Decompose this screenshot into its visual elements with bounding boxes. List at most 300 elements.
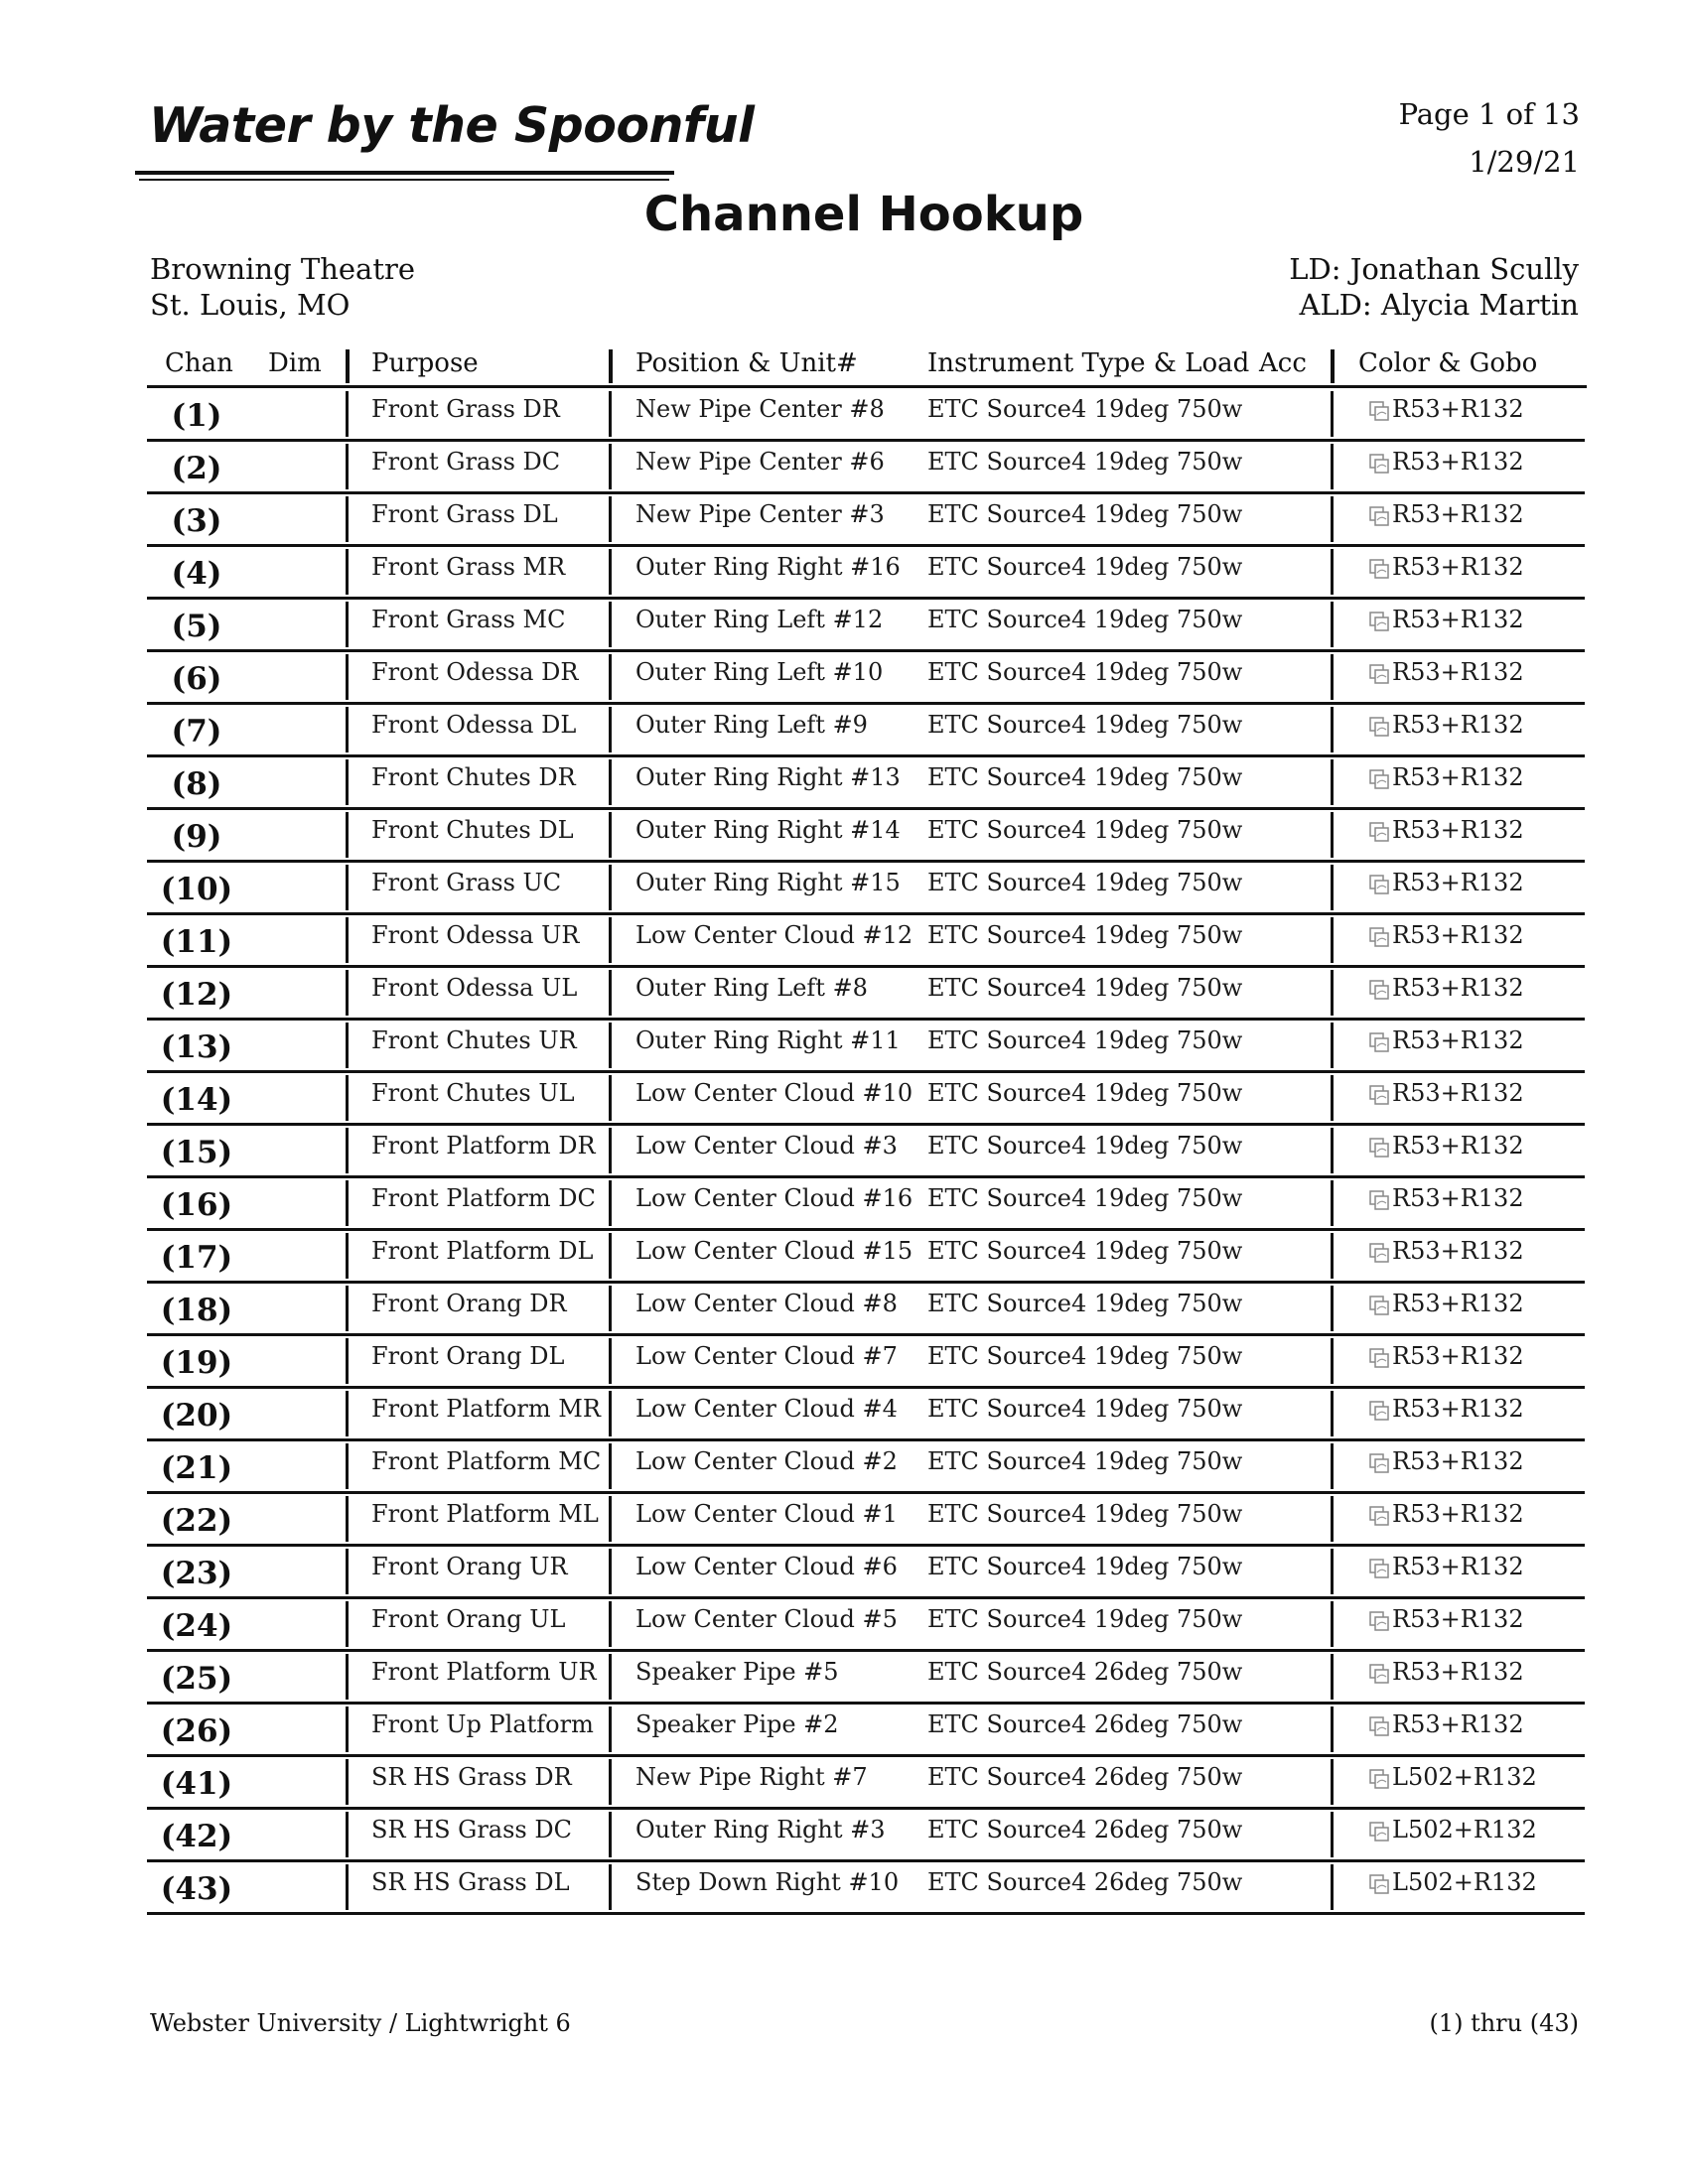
table-row [147, 1705, 1585, 1757]
gel-icon [1368, 1031, 1390, 1053]
table-row [147, 705, 1585, 757]
gel-icon [1368, 558, 1390, 580]
channel-number: (20) [160, 1398, 233, 1433]
gel-icon [1368, 611, 1390, 632]
color-cell: L502+R132 [1392, 1763, 1537, 1791]
report-title: Channel Hookup [643, 187, 1084, 242]
column-header-dim: Dim [268, 348, 322, 378]
purpose-cell: Front Platform DL [371, 1237, 594, 1265]
color-cell: R53+R132 [1392, 1079, 1524, 1107]
channel-number: (4) [171, 556, 222, 592]
purpose-cell: Front Platform MC [371, 1447, 602, 1475]
instrument-cell: ETC Source4 26deg 750w [927, 1868, 1243, 1896]
column-separator [609, 602, 612, 647]
color-cell: R53+R132 [1392, 1395, 1524, 1423]
column-separator [346, 917, 349, 963]
color-cell: L502+R132 [1392, 1868, 1537, 1896]
column-separator [609, 1654, 612, 1700]
column-separator [346, 970, 349, 1016]
purpose-cell: Front Grass DR [371, 395, 560, 423]
gel-icon [1368, 1137, 1390, 1159]
column-separator [346, 1654, 349, 1700]
position-cell: Outer Ring Right #14 [635, 816, 901, 844]
column-separator [1331, 1233, 1334, 1279]
channel-number: (42) [160, 1819, 233, 1854]
column-separator [346, 1864, 349, 1910]
position-cell: Low Center Cloud #12 [635, 921, 914, 949]
position-cell: Outer Ring Right #3 [635, 1816, 886, 1843]
channel-number: (22) [160, 1503, 233, 1539]
column-separator [609, 349, 613, 383]
gel-icon [1368, 1400, 1390, 1422]
column-separator [346, 1443, 349, 1489]
table-row [147, 1231, 1585, 1284]
position-cell: New Pipe Center #8 [635, 395, 885, 423]
gel-icon [1368, 1452, 1390, 1474]
position-cell: Outer Ring Right #16 [635, 553, 901, 581]
column-separator [346, 1759, 349, 1805]
channel-number: (13) [160, 1029, 233, 1065]
color-cell: R53+R132 [1392, 553, 1524, 581]
position-cell: Speaker Pipe #5 [635, 1658, 839, 1686]
position-cell: Low Center Cloud #10 [635, 1079, 914, 1107]
column-separator [346, 1023, 349, 1068]
gel-icon [1368, 768, 1390, 790]
purpose-cell: Front Odessa UR [371, 921, 580, 949]
color-cell: R53+R132 [1392, 1710, 1524, 1738]
column-separator [1331, 602, 1334, 647]
column-separator [1331, 496, 1334, 542]
instrument-cell: ETC Source4 19deg 750w [927, 658, 1243, 686]
column-separator [609, 444, 612, 489]
column-separator [609, 654, 612, 700]
header-rule [147, 385, 1587, 388]
position-cell: Low Center Cloud #2 [635, 1447, 898, 1475]
column-separator [609, 1128, 612, 1173]
instrument-cell: ETC Source4 19deg 750w [927, 869, 1243, 896]
gel-icon [1368, 505, 1390, 527]
column-separator [609, 1023, 612, 1068]
instrument-cell: ETC Source4 19deg 750w [927, 1447, 1243, 1475]
purpose-cell: Front Chutes UR [371, 1026, 577, 1054]
channel-number: (9) [171, 819, 222, 855]
column-separator [1331, 1391, 1334, 1436]
column-separator [1331, 1812, 1334, 1857]
purpose-cell: Front Grass DC [371, 448, 561, 476]
channel-number: (43) [160, 1871, 233, 1907]
purpose-cell: SR HS Grass DL [371, 1868, 570, 1896]
position-cell: Low Center Cloud #15 [635, 1237, 914, 1265]
lighting-designer: LD: Jonathan Scully [1289, 252, 1579, 286]
column-separator [346, 865, 349, 910]
column-separator [1331, 759, 1334, 805]
color-cell: R53+R132 [1392, 763, 1524, 791]
position-cell: Outer Ring Left #12 [635, 606, 884, 633]
position-cell: Outer Ring Right #11 [635, 1026, 901, 1054]
table-row [147, 1178, 1585, 1231]
instrument-cell: ETC Source4 19deg 750w [927, 1290, 1243, 1317]
channel-number: (15) [160, 1135, 233, 1170]
table-row [147, 1757, 1585, 1810]
gel-icon [1368, 874, 1390, 895]
column-separator [609, 917, 612, 963]
assistant-lighting-designer: ALD: Alycia Martin [1299, 288, 1579, 322]
position-cell: Low Center Cloud #6 [635, 1553, 898, 1580]
column-separator [1331, 1180, 1334, 1226]
column-separator [346, 549, 349, 595]
purpose-cell: Front Odessa DL [371, 711, 577, 739]
position-cell: New Pipe Right #7 [635, 1763, 868, 1791]
instrument-cell: ETC Source4 19deg 750w [927, 1605, 1243, 1633]
column-separator [346, 444, 349, 489]
gel-icon [1368, 926, 1390, 948]
table-row [147, 863, 1585, 915]
purpose-cell: Front Platform DR [371, 1132, 596, 1160]
column-separator [1331, 865, 1334, 910]
position-cell: Outer Ring Left #9 [635, 711, 868, 739]
instrument-cell: ETC Source4 26deg 750w [927, 1710, 1243, 1738]
column-separator [609, 1706, 612, 1752]
instrument-cell: ETC Source4 19deg 750w [927, 500, 1243, 528]
color-cell: R53+R132 [1392, 500, 1524, 528]
column-separator [609, 1864, 612, 1910]
title-underline-thin [139, 179, 669, 181]
table-row [147, 810, 1585, 863]
purpose-cell: Front Grass MC [371, 606, 566, 633]
column-header-chan: Chan [165, 348, 233, 378]
instrument-cell: ETC Source4 19deg 750w [927, 448, 1243, 476]
position-cell: Low Center Cloud #1 [635, 1500, 898, 1528]
page-number: Page 1 of 13 [1398, 97, 1580, 131]
gel-icon [1368, 1558, 1390, 1579]
channel-number: (12) [160, 977, 233, 1013]
column-header-acc: Acc [1259, 348, 1307, 378]
column-header-color: Color & Gobo [1358, 348, 1538, 378]
channel-number: (25) [160, 1661, 233, 1697]
column-separator [346, 1286, 349, 1331]
instrument-cell: ETC Source4 19deg 750w [927, 974, 1243, 1002]
column-separator [346, 1075, 349, 1121]
gel-icon [1368, 1084, 1390, 1106]
column-separator [346, 1496, 349, 1542]
instrument-cell: ETC Source4 19deg 750w [927, 1079, 1243, 1107]
column-separator [1331, 917, 1334, 963]
column-separator [1331, 444, 1334, 489]
instrument-cell: ETC Source4 26deg 750w [927, 1816, 1243, 1843]
position-cell: Outer Ring Left #8 [635, 974, 868, 1002]
instrument-cell: ETC Source4 19deg 750w [927, 1395, 1243, 1423]
channel-number: (21) [160, 1450, 233, 1486]
table-row [147, 1284, 1585, 1336]
table-row [147, 1336, 1585, 1389]
gel-icon [1368, 1873, 1390, 1895]
gel-icon [1368, 1610, 1390, 1632]
gel-icon [1368, 716, 1390, 738]
column-separator [1331, 549, 1334, 595]
column-separator [609, 1496, 612, 1542]
channel-number: (5) [171, 609, 222, 644]
instrument-cell: ETC Source4 19deg 750w [927, 1553, 1243, 1580]
channel-number: (6) [171, 661, 222, 697]
footer-right: (1) thru (43) [1429, 2009, 1579, 2037]
purpose-cell: SR HS Grass DR [371, 1763, 572, 1791]
gel-icon [1368, 1242, 1390, 1264]
color-cell: R53+R132 [1392, 816, 1524, 844]
gel-icon [1368, 453, 1390, 475]
instrument-cell: ETC Source4 19deg 750w [927, 711, 1243, 739]
purpose-cell: Front Chutes DR [371, 763, 576, 791]
venue-name: Browning Theatre [150, 252, 416, 286]
color-cell: R53+R132 [1392, 1605, 1524, 1633]
gel-icon [1368, 1505, 1390, 1527]
column-separator [1331, 1496, 1334, 1542]
footer-left: Webster University / Lightwright 6 [150, 2009, 571, 2037]
purpose-cell: Front Orang DR [371, 1290, 567, 1317]
purpose-cell: Front Grass DL [371, 500, 558, 528]
purpose-cell: Front Odessa UL [371, 974, 578, 1002]
channel-number: (7) [171, 714, 222, 750]
color-cell: R53+R132 [1392, 1342, 1524, 1370]
column-separator [1331, 1654, 1334, 1700]
gel-icon [1368, 1663, 1390, 1685]
color-cell: R53+R132 [1392, 1237, 1524, 1265]
purpose-cell: Front Platform ML [371, 1500, 599, 1528]
color-cell: R53+R132 [1392, 1447, 1524, 1475]
color-cell: R53+R132 [1392, 1290, 1524, 1317]
position-cell: Outer Ring Left #10 [635, 658, 884, 686]
instrument-cell: ETC Source4 19deg 750w [927, 1237, 1243, 1265]
column-separator [1331, 1549, 1334, 1594]
channel-number: (3) [171, 503, 222, 539]
table-row [147, 442, 1585, 494]
column-separator [609, 1075, 612, 1121]
column-separator [346, 654, 349, 700]
column-separator [1331, 970, 1334, 1016]
position-cell: Low Center Cloud #7 [635, 1342, 898, 1370]
table-row [147, 600, 1585, 652]
column-separator [346, 759, 349, 805]
column-separator [609, 1286, 612, 1331]
gel-icon [1368, 1715, 1390, 1737]
column-separator [609, 759, 612, 805]
column-separator [1331, 1601, 1334, 1647]
gel-icon [1368, 400, 1390, 422]
table-row [147, 1494, 1585, 1547]
color-cell: R53+R132 [1392, 1132, 1524, 1160]
report-date: 1/29/21 [1469, 145, 1580, 179]
channel-number: (26) [160, 1713, 233, 1749]
position-cell: Low Center Cloud #8 [635, 1290, 898, 1317]
gel-icon [1368, 663, 1390, 685]
table-row [147, 547, 1585, 600]
column-separator [346, 1391, 349, 1436]
table-row [147, 1021, 1585, 1073]
table-row [147, 1389, 1585, 1441]
instrument-cell: ETC Source4 19deg 750w [927, 553, 1243, 581]
table-row [147, 1073, 1585, 1126]
position-cell: Step Down Right #10 [635, 1868, 900, 1896]
purpose-cell: Front Up Platform [371, 1710, 594, 1738]
purpose-cell: Front Orang UR [371, 1553, 568, 1580]
gel-icon [1368, 1189, 1390, 1211]
color-cell: R53+R132 [1392, 1026, 1524, 1054]
column-separator [609, 1812, 612, 1857]
channel-number: (18) [160, 1293, 233, 1328]
table-row [147, 389, 1585, 442]
table-row [147, 757, 1585, 810]
column-separator [346, 1549, 349, 1594]
purpose-cell: Front Odessa DR [371, 658, 579, 686]
position-cell: Speaker Pipe #2 [635, 1710, 839, 1738]
instrument-cell: ETC Source4 26deg 750w [927, 1763, 1243, 1791]
table-row [147, 1862, 1585, 1915]
column-separator [346, 1812, 349, 1857]
table-row [147, 1126, 1585, 1178]
table-row [147, 1599, 1585, 1652]
column-separator [346, 391, 349, 437]
color-cell: R53+R132 [1392, 448, 1524, 476]
position-cell: Outer Ring Right #13 [635, 763, 901, 791]
column-separator [346, 1706, 349, 1752]
table-row [147, 494, 1585, 547]
column-separator [609, 1338, 612, 1384]
instrument-cell: ETC Source4 19deg 750w [927, 1342, 1243, 1370]
column-separator [346, 1128, 349, 1173]
column-separator [1331, 1023, 1334, 1068]
column-separator [609, 1391, 612, 1436]
instrument-cell: ETC Source4 19deg 750w [927, 763, 1243, 791]
purpose-cell: Front Platform UR [371, 1658, 597, 1686]
column-separator [609, 1759, 612, 1805]
column-separator [346, 496, 349, 542]
column-separator [1331, 1706, 1334, 1752]
color-cell: R53+R132 [1392, 606, 1524, 633]
column-separator [1331, 1759, 1334, 1805]
gel-icon [1368, 1821, 1390, 1843]
channel-number: (1) [171, 398, 222, 434]
column-separator [1331, 1286, 1334, 1331]
channel-number: (11) [160, 924, 233, 960]
column-separator [609, 549, 612, 595]
table-row [147, 1441, 1585, 1494]
channel-number: (8) [171, 766, 222, 802]
column-separator [1331, 1443, 1334, 1489]
purpose-cell: SR HS Grass DC [371, 1816, 572, 1843]
instrument-cell: ETC Source4 19deg 750w [927, 1184, 1243, 1212]
channel-number: (14) [160, 1082, 233, 1118]
purpose-cell: Front Chutes DL [371, 816, 574, 844]
column-separator [346, 1601, 349, 1647]
column-separator [609, 812, 612, 858]
column-separator [346, 602, 349, 647]
position-cell: New Pipe Center #3 [635, 500, 885, 528]
gel-icon [1368, 821, 1390, 843]
column-header-purpose: Purpose [371, 348, 479, 378]
column-separator [1331, 391, 1334, 437]
column-separator [346, 707, 349, 752]
position-cell: Low Center Cloud #3 [635, 1132, 898, 1160]
column-separator [346, 812, 349, 858]
color-cell: R53+R132 [1392, 869, 1524, 896]
table-row [147, 968, 1585, 1021]
column-separator [609, 865, 612, 910]
title-underline [135, 171, 674, 175]
instrument-cell: ETC Source4 26deg 750w [927, 1658, 1243, 1686]
column-header-position: Position & Unit# [635, 348, 858, 378]
purpose-cell: Front Chutes UL [371, 1079, 575, 1107]
gel-icon [1368, 1347, 1390, 1369]
column-separator [609, 496, 612, 542]
color-cell: L502+R132 [1392, 1816, 1537, 1843]
column-separator [609, 1443, 612, 1489]
channel-number: (10) [160, 872, 233, 907]
channel-number: (2) [171, 451, 222, 486]
channel-number: (17) [160, 1240, 233, 1276]
table-row [147, 1547, 1585, 1599]
color-cell: R53+R132 [1392, 974, 1524, 1002]
gel-icon [1368, 1295, 1390, 1316]
instrument-cell: ETC Source4 19deg 750w [927, 1026, 1243, 1054]
color-cell: R53+R132 [1392, 711, 1524, 739]
column-separator [609, 1549, 612, 1594]
color-cell: R53+R132 [1392, 1553, 1524, 1580]
purpose-cell: Front Orang UL [371, 1605, 566, 1633]
color-cell: R53+R132 [1392, 1184, 1524, 1212]
column-separator [1331, 812, 1334, 858]
color-cell: R53+R132 [1392, 658, 1524, 686]
hookup-table [147, 389, 1585, 1915]
purpose-cell: Front Platform MR [371, 1395, 601, 1423]
channel-number: (41) [160, 1766, 233, 1802]
gel-icon [1368, 1768, 1390, 1790]
show-title: Water by the Spoonful [149, 97, 755, 154]
purpose-cell: Front Grass UC [371, 869, 562, 896]
table-row [147, 1652, 1585, 1705]
column-separator [609, 1601, 612, 1647]
column-separator [346, 1180, 349, 1226]
row-rule [147, 1912, 1585, 1915]
gel-icon [1368, 979, 1390, 1001]
position-cell: Low Center Cloud #5 [635, 1605, 898, 1633]
channel-number: (23) [160, 1556, 233, 1591]
venue-city: St. Louis, MO [150, 288, 351, 322]
column-separator [1331, 1338, 1334, 1384]
table-row [147, 652, 1585, 705]
color-cell: R53+R132 [1392, 395, 1524, 423]
instrument-cell: ETC Source4 19deg 750w [927, 816, 1243, 844]
column-separator [1331, 349, 1335, 383]
position-cell: New Pipe Center #6 [635, 448, 885, 476]
instrument-cell: ETC Source4 19deg 750w [927, 606, 1243, 633]
column-separator [1331, 1075, 1334, 1121]
column-separator [609, 970, 612, 1016]
purpose-cell: Front Grass MR [371, 553, 566, 581]
instrument-cell: ETC Source4 19deg 750w [927, 1500, 1243, 1528]
column-separator [346, 349, 350, 383]
column-separator [609, 1180, 612, 1226]
column-separator [1331, 707, 1334, 752]
channel-number: (19) [160, 1345, 233, 1381]
instrument-cell: ETC Source4 19deg 750w [927, 921, 1243, 949]
column-separator [346, 1338, 349, 1384]
column-header-instrument: Instrument Type & Load [927, 348, 1250, 378]
column-separator [1331, 1864, 1334, 1910]
column-separator [346, 1233, 349, 1279]
instrument-cell: ETC Source4 19deg 750w [927, 1132, 1243, 1160]
instrument-cell: ETC Source4 19deg 750w [927, 395, 1243, 423]
color-cell: R53+R132 [1392, 1658, 1524, 1686]
position-cell: Low Center Cloud #16 [635, 1184, 914, 1212]
